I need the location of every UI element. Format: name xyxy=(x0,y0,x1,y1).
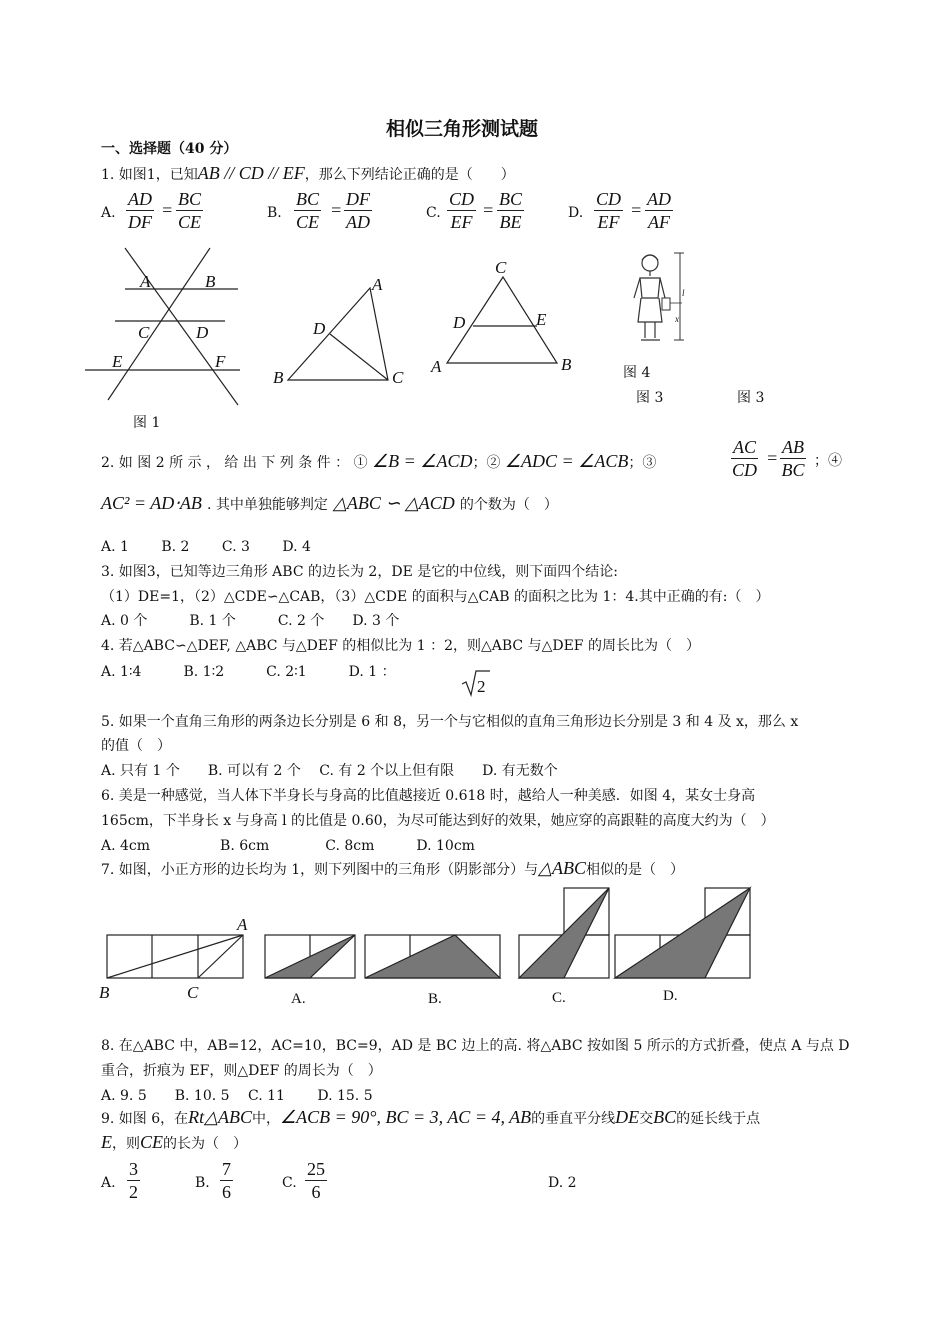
fig1-label-f: F xyxy=(215,352,226,371)
q9-option-c-letter: C. xyxy=(282,1175,297,1191)
q6-options: A. 4cm B. 6cm C. 8cm D. 10cm xyxy=(101,838,475,854)
equals-sign: = xyxy=(161,200,174,220)
q1-option-b-right-fraction: $\frac{DF}{AD}$ xyxy=(346,189,370,232)
fig4-caption: 图 4 xyxy=(623,365,651,381)
q9-option-a-fraction: $\frac{3}{2}$ xyxy=(129,1159,138,1202)
fig1-caption: 图 1 xyxy=(133,415,161,431)
q7-option-a: A. xyxy=(291,991,306,1007)
q2-condition-3-left: $\frac{AC}{CD}$ xyxy=(732,437,758,480)
q1-option-b-left-fraction: $\frac{BC}{CE}$ xyxy=(296,189,320,232)
q9-stem-line1: 9. 如图 6，在Rt△ABC中，∠ACB = 90°, BC = 3, AC = 4, AB的垂直平分线DE交BC的延长线于点 xyxy=(101,1107,761,1127)
q7-label-c: C xyxy=(187,983,199,1002)
q9-option-b-letter: B. xyxy=(195,1175,210,1191)
fig3-caption-a: 图 3 xyxy=(636,390,664,406)
q1-option-a-left-fraction: $\frac{AD}{DF}$ xyxy=(128,189,152,232)
equals-sign: = xyxy=(482,200,495,220)
q1-option-c-letter: C. xyxy=(426,205,441,221)
q1-option-d-right-fraction: $\frac{AD}{AF}$ xyxy=(647,189,671,232)
fig3-label-b: B xyxy=(561,355,572,374)
fig3-label-d: D xyxy=(453,313,466,332)
figure-1-parallel-lines xyxy=(80,240,250,410)
q9-option-c-fraction: $\frac{25}{6}$ xyxy=(307,1159,325,1202)
q2-similarity: △ABC ∽ △ACD xyxy=(333,493,455,513)
q2-options: A. 1 B. 2 C. 3 D. 4 xyxy=(101,539,311,555)
q1-option-a-letter: A. xyxy=(101,205,116,221)
q1-option-c-left-fraction: $\frac{CD}{EF}$ xyxy=(449,189,475,232)
fig3-label-c: C xyxy=(495,258,507,277)
q4-options: A. 1∶4 B. 1∶2 C. 2∶1 D. 1 ： xyxy=(101,664,396,680)
fig3-label-e: E xyxy=(536,310,547,329)
q7-grid-figures xyxy=(95,885,765,1010)
q9-option-d: D. 2 xyxy=(548,1175,577,1191)
fig2-label-b: B xyxy=(273,368,284,387)
q1-option-d-letter: D. xyxy=(568,205,584,221)
q1-prefix: 1. 如图1，已知 xyxy=(101,167,198,183)
q9-segment-de: DE xyxy=(615,1107,640,1127)
q2-condition-2: ∠ADC = ∠ACB xyxy=(504,451,629,471)
q3-options: A. 0 个 B. 1 个 C. 2 个 D. 3 个 xyxy=(101,613,400,629)
q1-suffix: ，那么下列结论正确的是（ ） xyxy=(304,167,515,183)
q9-stem-line2: E，则CE的长为（ ） xyxy=(101,1132,248,1152)
q5-stem-line1: 5. 如果一个直角三角形的两条边长分别是 6 和 8，另一个与它相似的直角三角形边长分别是 3 和 4 及 x，那么 x xyxy=(101,714,799,730)
q9-option-a-letter: A. xyxy=(101,1175,116,1191)
q8-stem-line1: 8. 在△ABC 中，AB=12，AC=10，BC=9，AD 是 BC 边上的高. 将△ABC 按如图 5 所示的方式折叠，使点 A 与点 D xyxy=(101,1038,850,1054)
q2-stem-line2: AC² = AD⋅AB . 其中单独能够判定 △ABC ∽ △ACD 的个数为（ ） xyxy=(101,493,558,513)
q6-stem-line2: 165cm，下半身长 x 与身高 l 的比值是 0.60，为尽可能达到好的效果，她应穿的高跟鞋的高度大约为（ ） xyxy=(101,813,775,829)
q6-stem-line1: 6. 美是一种感觉，当人体下半身长与身高的比值越接近 0.618 时，越给人一种美感．如图 4，某女士身高 xyxy=(101,788,756,804)
q4-stem: 4. 若△ABC∽△DEF, △ABC 与△DEF 的相似比为 1 ：2，则△ABC 与△DEF 的周长比为（ ） xyxy=(101,638,700,654)
figure-4-woman-height-icon xyxy=(622,248,702,348)
section-heading: 一、选择题（40 分） xyxy=(101,141,238,157)
fig1-label-a: A xyxy=(140,272,151,291)
q2-condition-4: AC² = AD⋅AB xyxy=(101,493,202,513)
q9-condition: ∠ACB = 90°, BC = 3, AC = 4, AB xyxy=(280,1107,532,1127)
q3-stem-line2: （1）DE=1，（2）△CDE∽△CAB，（3）△CDE 的面积与△CAB 的面积之比为 1：4.其中正确的有:（ ） xyxy=(101,589,770,605)
equals-sign: = xyxy=(330,200,343,220)
q2-condition-3-right: $\frac{AB}{BC}$ xyxy=(781,437,805,480)
q1-option-a-right-fraction: $\frac{BC}{CE}$ xyxy=(178,189,202,232)
fig1-label-e: E xyxy=(112,352,123,371)
q9-segment-ce: CE xyxy=(140,1132,164,1152)
q1-option-c-right-fraction: $\frac{BC}{BE}$ xyxy=(499,189,523,232)
q1-option-d-left-fraction: $\frac{CD}{EF}$ xyxy=(596,189,622,232)
fig4-label-x: x xyxy=(675,314,679,324)
fig1-label-b: B xyxy=(205,272,216,291)
q8-options: A. 9. 5 B. 10. 5 C. 11 D. 15. 5 xyxy=(101,1088,373,1104)
q7-label-a: A xyxy=(237,915,248,934)
q8-stem-line2: 重合，折痕为 EF，则△DEF 的周长为（ ） xyxy=(101,1063,382,1079)
q7-option-c: C. xyxy=(552,990,566,1006)
q1-condition: AB // CD // EF xyxy=(197,163,305,183)
fig1-label-d: D xyxy=(196,323,209,342)
fig2-label-c: C xyxy=(392,368,404,387)
figure-3-equilateral-triangle xyxy=(425,255,585,380)
q3-stem-line1: 3. 如图3，已知等边三角形 ABC 的边长为 2，DE 是它的中位线，则下面四个结论: xyxy=(101,564,618,580)
q9-segment-bc: BC xyxy=(653,1107,677,1127)
sqrt-symbol-icon xyxy=(460,668,490,698)
q9-point-e: E xyxy=(101,1132,112,1152)
fig3-label-a: A xyxy=(431,357,442,376)
q4-sqrt-value: 2 xyxy=(477,677,486,696)
fig3-caption-b: 图 3 xyxy=(737,390,765,406)
q7-stem: 7. 如图，小正方形的边长均为 1，则下列图中的三角形（阴影部分）与△ABC相似的是（ ） xyxy=(101,858,685,878)
page-title: 相似三角形测试题 xyxy=(386,118,539,140)
q9-option-b-fraction: $\frac{7}{6}$ xyxy=(222,1159,231,1202)
q1-stem xyxy=(101,164,515,184)
q2-condition-1: ∠B = ∠ACD xyxy=(372,451,473,471)
q1-option-b-letter: B. xyxy=(267,205,282,221)
q9-triangle: Rt△ABC xyxy=(188,1107,253,1127)
equals-sign: = xyxy=(766,448,779,468)
fig1-label-c: C xyxy=(138,323,150,342)
equals-sign: = xyxy=(630,200,643,220)
fig2-label-d: D xyxy=(313,319,326,338)
q2-stem-line1: 2. 如 图 2 所 示 ， 给 出 下 列 条 件 ： ① ∠B = ∠ACD；② ∠ADC = ∠ACB；③ xyxy=(101,451,657,471)
fig4-label-l: l xyxy=(682,288,685,298)
q5-stem-line2: 的值（ ） xyxy=(101,738,171,754)
q5-options: A. 只有 1 个 B. 可以有 2 个 C. 有 2 个以上但有限 D. 有无数个 xyxy=(101,763,558,779)
q7-option-b: B. xyxy=(428,991,442,1007)
q7-triangle: △ABC xyxy=(538,858,587,878)
q7-option-d: D. xyxy=(663,988,678,1004)
figure-2-triangle xyxy=(270,270,410,390)
fig2-label-a: A xyxy=(372,275,383,294)
q2-sep-3: ；④ xyxy=(814,453,842,469)
q7-label-b: B xyxy=(99,983,110,1002)
